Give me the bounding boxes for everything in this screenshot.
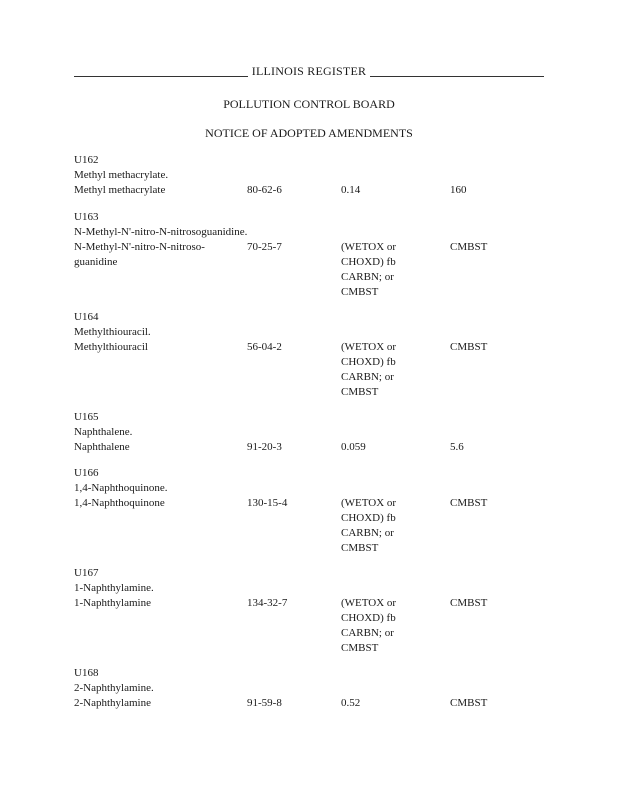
constituent-name: Naphthalene (74, 441, 130, 453)
constituent-name: 2-Naphthylamine (74, 697, 151, 709)
waste-code: U166 (74, 467, 99, 479)
cas-number: 80-62-6 (247, 184, 282, 196)
constituent-name: 1,4-Naphthoquinone (74, 497, 165, 509)
waste-code: U163 (74, 211, 99, 223)
wastewater-standard: (WETOX or CHOXD) fb CARBN; or CMBST (341, 497, 397, 554)
wastewater-standard: (WETOX or CHOXD) fb CARBN; or CMBST (341, 341, 397, 398)
waste-code: U164 (74, 311, 99, 323)
waste-entry-u165 (74, 410, 544, 453)
waste-code: U162 (74, 154, 99, 166)
nonwastewater-standard: 5.6 (450, 441, 464, 453)
waste-heading: Naphthalene. (74, 426, 133, 438)
cas-number: 91-59-8 (247, 697, 282, 709)
waste-code: U168 (74, 667, 99, 679)
board-name: POLLUTION CONTROL BOARD (223, 97, 395, 111)
waste-entry-u163 (74, 210, 544, 298)
nonwastewater-standard: CMBST (450, 241, 488, 253)
waste-heading: Methyl methacrylate. (74, 169, 169, 181)
constituent-name: N-Methyl-N'-nitro-N-nitroso- guanidine (74, 241, 205, 268)
cas-number: 56-04-2 (247, 341, 282, 353)
nonwastewater-standard: CMBST (450, 341, 488, 353)
wastewater-standard: (WETOX or CHOXD) fb CARBN; or CMBST (341, 241, 397, 298)
waste-entry-u168 (74, 666, 544, 709)
waste-heading: N-Methyl-N'-nitro-N-nitrosoguanidine. (74, 226, 248, 238)
wastewater-standard: (WETOX or CHOXD) fb CARBN; or CMBST (341, 597, 397, 654)
constituent-name: Methylthiouracil (74, 341, 148, 353)
nonwastewater-standard: CMBST (450, 497, 488, 509)
waste-heading: 1-Naphthylamine. (74, 582, 154, 594)
notice-title: NOTICE OF ADOPTED AMENDMENTS (205, 126, 413, 140)
nonwastewater-standard: CMBST (450, 597, 488, 609)
cas-number: 130-15-4 (247, 497, 288, 509)
waste-heading: Methylthiouracil. (74, 326, 151, 338)
waste-heading: 2-Naphthylamine. (74, 682, 154, 694)
waste-entry-u164 (74, 310, 544, 398)
waste-code: U167 (74, 567, 99, 579)
waste-entry-u162 (74, 153, 544, 196)
wastewater-standard: 0.14 (341, 184, 361, 196)
waste-entry-u166 (74, 466, 544, 554)
nonwastewater-standard: 160 (450, 184, 467, 196)
cas-number: 134-32-7 (247, 597, 288, 609)
waste-entry-u167 (74, 566, 544, 654)
register-header (74, 64, 544, 80)
constituent-name: Methyl methacrylate (74, 184, 166, 196)
constituent-name: 1-Naphthylamine (74, 597, 151, 609)
nonwastewater-standard: CMBST (450, 697, 488, 709)
cas-number: 91-20-3 (247, 441, 282, 453)
wastewater-standard: 0.059 (341, 441, 366, 453)
waste-heading: 1,4-Naphthoquinone. (74, 482, 168, 494)
wastewater-standard: 0.52 (341, 697, 361, 709)
cas-number: 70-25-7 (247, 241, 282, 253)
register-title: ILLINOIS REGISTER (248, 64, 370, 78)
waste-code: U165 (74, 411, 99, 423)
